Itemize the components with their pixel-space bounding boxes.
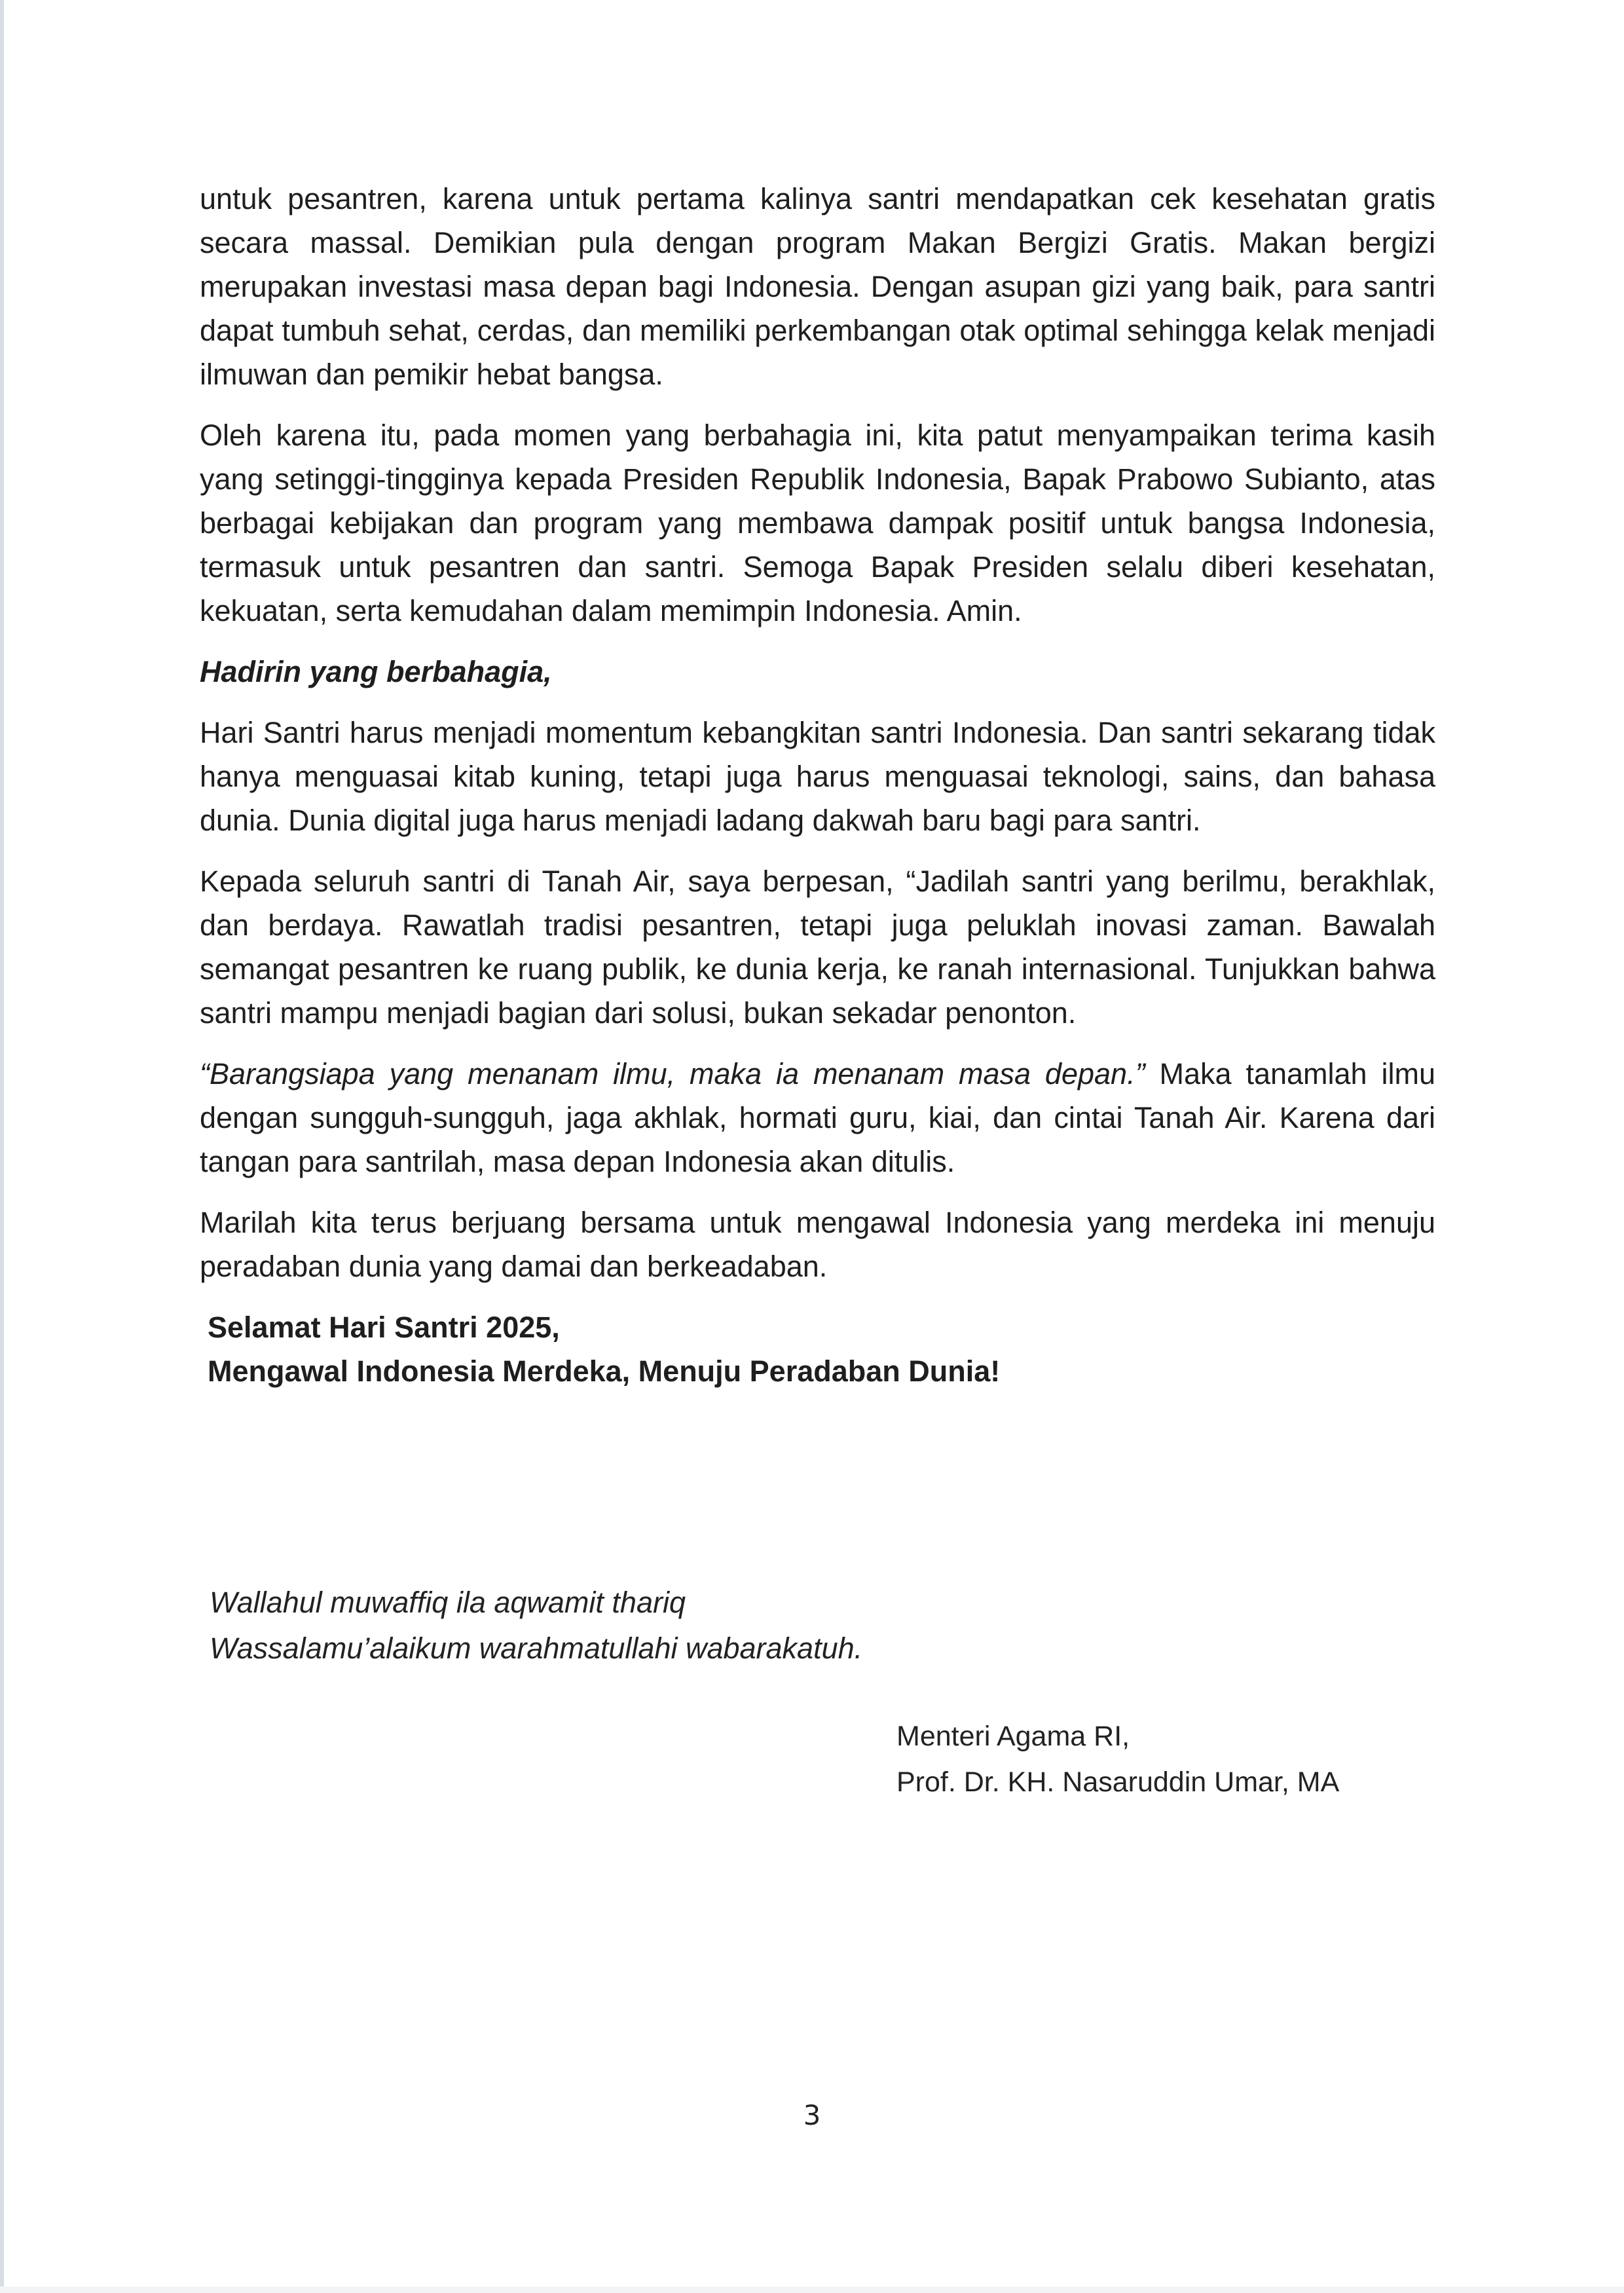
document-body — [200, 177, 1435, 1393]
closing-line: Selamat Hari Santri 2025, — [208, 1311, 560, 1344]
signature-name: Prof. Dr. KH. Nasaruddin Umar, MA — [896, 1766, 1340, 1798]
quote-continuation: Maka tanamlah ilmu dengan sungguh-sungguh, jaga akhlak, hormati guru, kiai, dan cintai Tanah Air. Karena dari tangan para santrilah, masa depan Indonesia akan ditulis. — [200, 1057, 1435, 1178]
salam-line: Wallahul muwaffiq ila aqwamit thariq — [210, 1586, 686, 1619]
salam-block — [210, 1580, 862, 1671]
salam-line: Wassalamu’alaikum warahmatullahi wabarakatuh. — [210, 1631, 863, 1665]
quote-paragraph — [200, 1052, 1435, 1184]
closing-greeting — [208, 1305, 1435, 1393]
page-edge-bottom — [0, 2286, 1624, 2293]
paragraph: Hari Santri harus menjadi momentum kebangkitan santri Indonesia. Dan santri sekarang tidak hanya menguasai kitab kuning, tetapi juga harus menguasai teknologi, sains, dan bahasa dunia. Dunia digital juga harus menjadi ladang dakwah baru bagi para santri. — [200, 716, 1435, 837]
paragraph: untuk pesantren, karena untuk pertama kalinya santri mendapatkan cek kesehatan gratis secara massal. Demikian pula dengan program Makan Bergizi Gratis. Makan bergizi merupakan investasi masa depan bagi Indonesia. Dengan asupan gizi yang baik, para santri dapat tumbuh sehat, cerdas, dan memiliki perkembangan otak optimal sehingga kelak menjadi ilmuwan dan pemikir hebat bangsa. — [200, 182, 1435, 391]
quote-text: “Barangsiapa yang menanam ilmu, maka ia menanam masa depan.” — [200, 1057, 1145, 1091]
section-heading: Hadirin yang berbahagia, — [200, 655, 552, 688]
paragraph: Marilah kita terus berjuang bersama untuk mengawal Indonesia yang merdeka ini menuju peradaban dunia yang damai dan berkeadaban. — [200, 1206, 1435, 1283]
page-edge — [0, 0, 4, 2293]
signature-title: Menteri Agama RI, — [896, 1721, 1130, 1752]
signature-block — [896, 1713, 1339, 1805]
paragraph: Oleh karena itu, pada momen yang berbahagia ini, kita patut menyampaikan terima kasih yang setinggi-tingginya kepada Presiden Republik Indonesia, Bapak Prabowo Subianto, atas berbagai kebijakan dan program yang membawa dampak positif untuk bangsa Indonesia, termasuk untuk pesantren dan santri. Semoga Bapak Presiden selalu diberi kesehatan, kekuatan, serta kemudahan dalam memimpin Indonesia. Amin. — [200, 419, 1435, 627]
paragraph: Kepada seluruh santri di Tanah Air, saya berpesan, “Jadilah santri yang berilmu, berakhlak, dan berdaya. Rawatlah tradisi pesantren, tetapi juga peluklah inovasi zaman. Bawalah semangat pesantren ke ruang publik, ke dunia kerja, ke ranah internasional. Tunjukkan bahwa santri mampu menjadi bagian dari solusi, bukan sekadar penonton. — [200, 865, 1435, 1030]
closing-line: Mengawal Indonesia Merdeka, Menuju Peradaban Dunia! — [208, 1354, 1001, 1388]
page-number: 3 — [803, 2099, 821, 2131]
